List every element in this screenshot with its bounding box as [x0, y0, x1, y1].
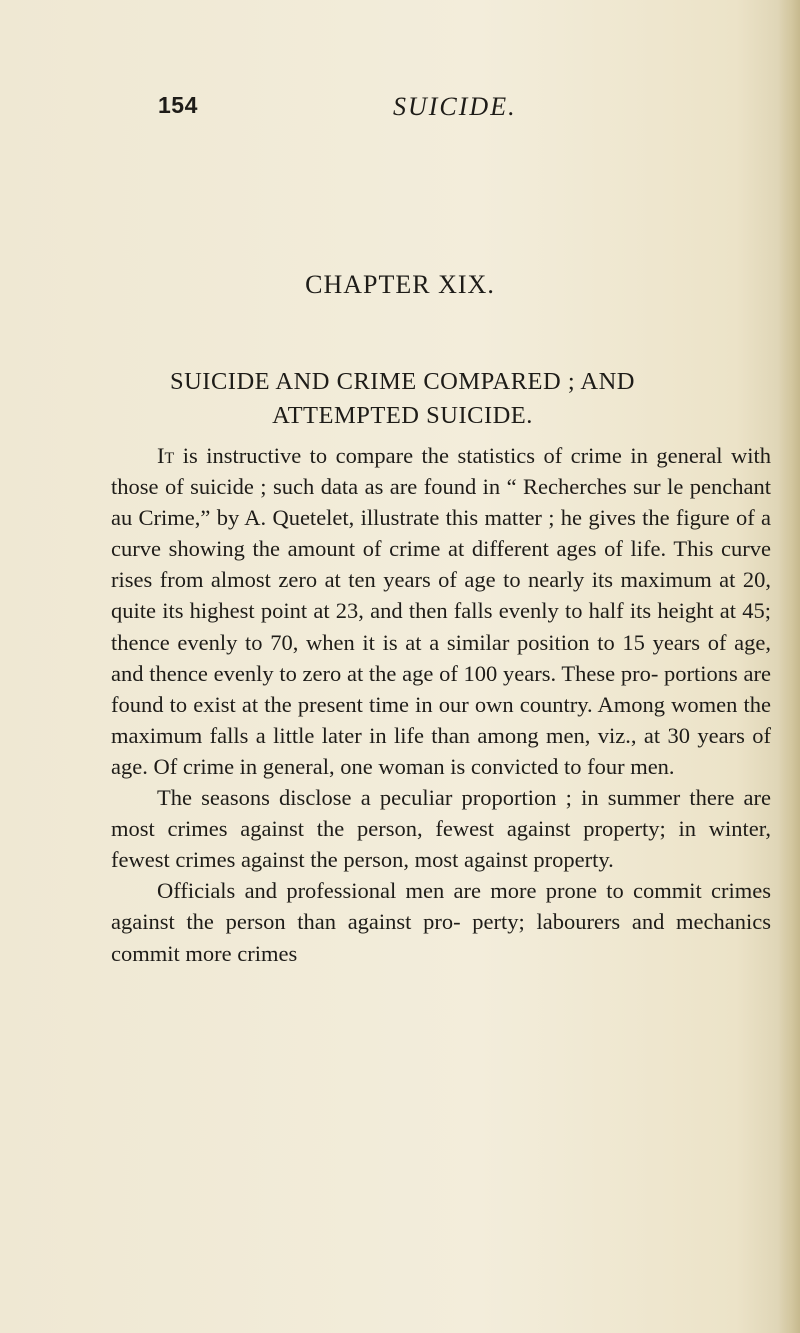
page-edge-shadow: [778, 0, 800, 1333]
page-number: 154: [158, 92, 198, 118]
paragraph-1-text: is instructive to compare the statistics of crime in general with those of suicide ; such data as are found in “ Recherches sur le penchant au Crime,” by A. Quetelet, illustrate this matter ; he gives the figure of a curve showing the amount of crime at different ages of life. This curve rises from almost zero at ten years of age to nearly its maximum at 20, quite its highest point at 23, and then falls evenly to half its height at 45; thence evenly to 70, when it is at a similar position to 15 years of age, and thence evenly to zero at the age of 100 years. These pro- portions are found to exist at the present time in our own country. Among women the maximum falls a little later in life than among men, viz., at 30 years of age. Of crime in general, one woman is convicted to four men.: [111, 443, 771, 779]
running-title: SUICIDE.: [393, 92, 517, 121]
chapter-title: SUICIDE AND CRIME COMPARED ; AND ATTEMPTED SUICIDE.: [169, 368, 635, 429]
body-text: [111, 440, 771, 969]
paragraph-2: The seasons disclose a peculiar proportion ; in summer there are most crimes against the person, fewest against property; in winter, fewest crimes against the person, most against property.: [111, 785, 771, 873]
chapter-number: CHAPTER XIX.: [305, 270, 495, 299]
running-header: [158, 92, 558, 128]
paragraph-1: [111, 440, 771, 782]
paragraph-3: Officials and professional men are more prone to commit crimes against the person than against pro- perty; labourers and mechanics commit more crimes: [111, 878, 771, 966]
paragraph-lead-word: It: [157, 443, 175, 468]
